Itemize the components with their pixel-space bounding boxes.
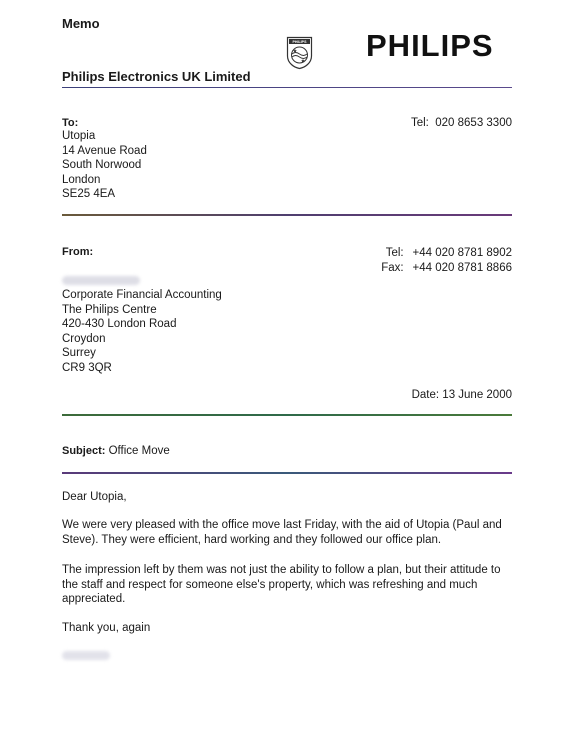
from-label: From:	[62, 246, 94, 258]
date-value: 13 June 2000	[442, 389, 512, 401]
sender-address	[62, 288, 222, 375]
subject-line	[62, 445, 170, 457]
sender-fax	[381, 261, 512, 276]
address-line: London	[62, 173, 101, 186]
recipient-telephone	[411, 117, 512, 129]
subject-value: Office Move	[108, 445, 170, 457]
salutation: Dear Utopia,	[62, 491, 127, 503]
closing: Thank you, again	[62, 622, 151, 634]
fax-label: Fax:	[381, 261, 404, 274]
sender-block	[62, 246, 222, 375]
philips-shield-logo-icon	[286, 36, 313, 70]
address-line: CR9 3QR	[62, 361, 112, 374]
to-label: To:	[62, 117, 79, 129]
address-line: 420-430 London Road	[62, 318, 177, 330]
subject-divider	[62, 472, 512, 474]
sender-divider	[62, 414, 512, 416]
subject-label: Subject:	[62, 445, 106, 457]
redacted-signature	[62, 651, 110, 660]
address-line: The Philips Centre	[62, 303, 157, 316]
date-label: Date:	[411, 389, 440, 401]
address-line: Surrey	[62, 347, 96, 359]
philips-wordmark-logo: PHILIPS	[366, 28, 494, 63]
tel-value: +44 020 8781 8902	[412, 247, 512, 259]
tel-label: Tel:	[410, 117, 429, 129]
svg-text:PHILIPS: PHILIPS	[292, 40, 307, 44]
fax-value: +44 020 8781 8866	[412, 261, 512, 274]
address-line: Corporate Financial Accounting	[62, 289, 222, 301]
address-line: 14 Avenue Road	[62, 144, 147, 157]
sender-telephone	[381, 246, 512, 261]
recipient-divider	[62, 214, 512, 216]
company-name: Philips Electronics UK Limited	[62, 69, 251, 84]
address-line: Croydon	[62, 332, 106, 345]
body-paragraph: We were very pleased with the office move last Friday, with the aid of Utopia (Paul and Steve). They were efficient, hard working and they followed our office plan.	[62, 519, 502, 546]
tel-label: Tel:	[385, 247, 404, 259]
tel-value: 020 8653 3300	[435, 117, 512, 129]
memo-label: Memo	[62, 16, 100, 31]
address-line: SE25 4EA	[62, 188, 116, 200]
address-line: South Norwood	[62, 159, 142, 171]
address-line: Utopia	[62, 130, 96, 142]
sender-contacts	[381, 246, 512, 275]
recipient-block	[62, 117, 147, 202]
header-divider	[62, 87, 512, 88]
body-paragraph: The impression left by them was not just the ability to follow a plan, but their attitude to the staff and respect for someone else's property, which was refreshing and much appreciated.	[62, 564, 501, 605]
recipient-address	[62, 129, 147, 202]
memo-date	[412, 389, 512, 401]
redacted-sender-name	[62, 276, 140, 285]
